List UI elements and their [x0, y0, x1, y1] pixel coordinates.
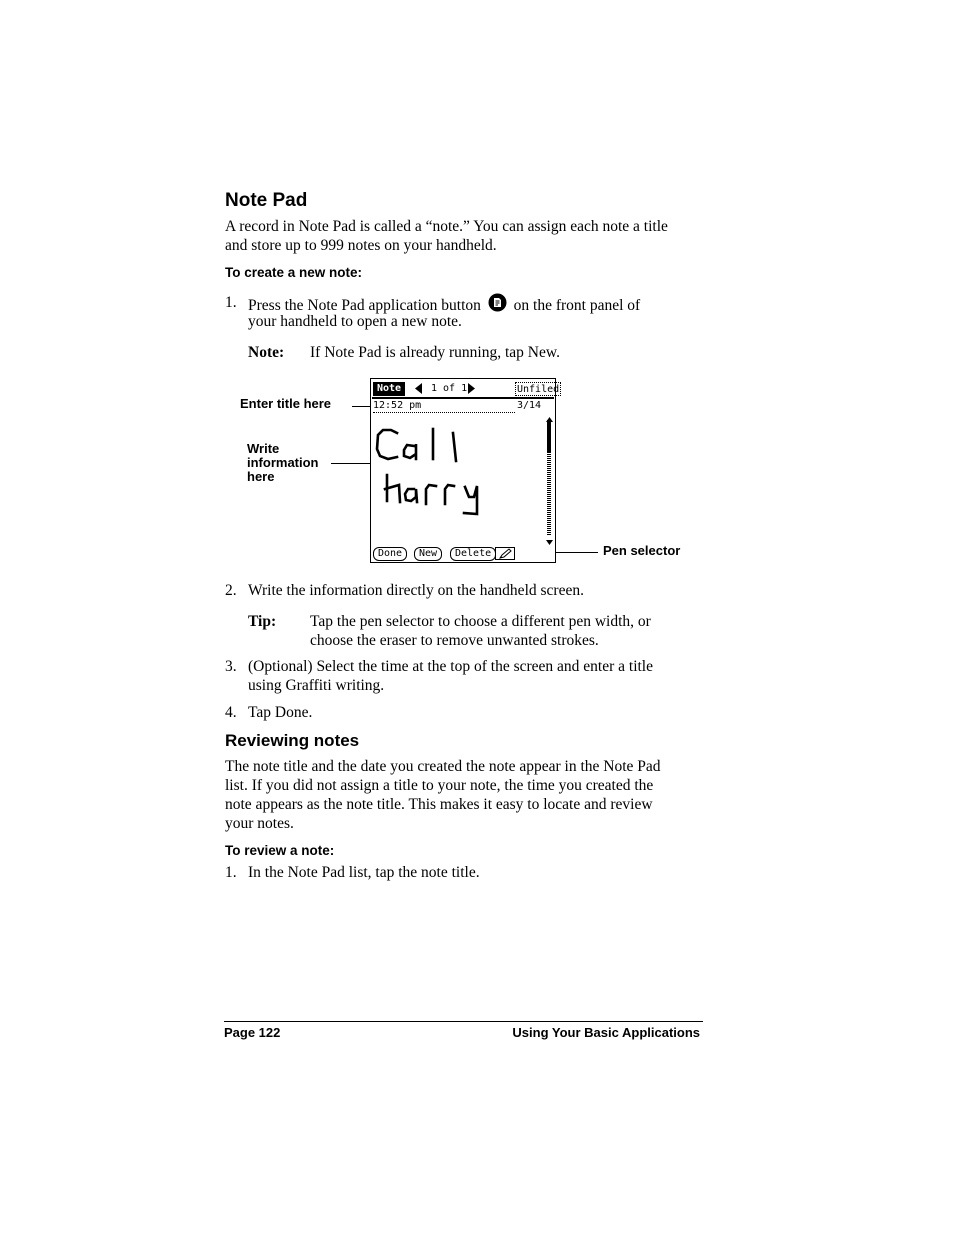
- category-picker[interactable]: Unfiled: [517, 384, 560, 395]
- note-pad-screen: [370, 378, 560, 563]
- procedure-heading: To review a note:: [225, 843, 335, 858]
- tip-label: [248, 612, 276, 631]
- section-heading: Note Pad: [225, 190, 308, 211]
- callout-enter-title: Enter title here: [240, 396, 332, 411]
- step-text: Write the information directly on the handheld screen.: [248, 582, 584, 599]
- tip-line: choose the eraser to remove unwanted strokes.: [310, 632, 599, 649]
- callout-write-info: [247, 442, 319, 484]
- footer-rule: [224, 1021, 703, 1022]
- page-indicator: 1 of 1: [431, 383, 468, 394]
- intro-paragraph: [225, 217, 668, 255]
- review-line: your notes.: [225, 815, 294, 832]
- writing-area[interactable]: [373, 419, 543, 543]
- done-button[interactable]: Done: [373, 547, 407, 561]
- pen-icon: [496, 551, 514, 562]
- tip-label-text: Tip:: [248, 613, 277, 630]
- callout-line: [331, 463, 371, 464]
- handwriting-call-harry: [373, 419, 543, 543]
- left-arrow-icon[interactable]: [415, 383, 423, 397]
- tip-text: [310, 612, 651, 650]
- note-tab[interactable]: Note: [373, 382, 405, 396]
- note-pad-button-icon: [488, 293, 507, 317]
- step-text: using Graffiti writing.: [248, 677, 385, 694]
- step-text: on the front panel of: [513, 297, 641, 314]
- pen-selector-button[interactable]: [495, 547, 515, 560]
- review-line: note appears as the note title. This makes it easy to locate and review: [225, 796, 653, 813]
- intro-line: and store up to 999 notes on your handheld.: [225, 237, 497, 254]
- callout-pen-selector: Pen selector: [603, 543, 681, 558]
- note-label-text: Note:: [248, 344, 285, 361]
- note-label: [248, 343, 284, 362]
- step-number: 1.: [225, 864, 237, 881]
- callout-line-text: here: [247, 469, 275, 484]
- step-number: 2.: [225, 582, 237, 599]
- title-rule: [372, 397, 554, 399]
- step-number: 4.: [225, 704, 237, 721]
- step-number: 3.: [225, 658, 237, 675]
- step-text: your handheld to open a new note.: [248, 313, 462, 330]
- review-paragraph: [225, 757, 661, 833]
- step-number: 1.: [225, 294, 237, 311]
- delete-button[interactable]: Delete: [450, 547, 496, 561]
- review-line: The note title and the date you created the note appear in the Note Pad: [225, 758, 661, 775]
- note-date: 3/14: [517, 400, 542, 411]
- note-text: If Note Pad is already running, tap New.: [310, 344, 560, 361]
- step-text: In the Note Pad list, tap the note title.: [248, 864, 480, 881]
- tip-line: Tap the pen selector to choose a different pen width, or: [310, 613, 651, 630]
- scroll-down-arrow-icon[interactable]: [546, 537, 553, 548]
- callout-line-text: information: [247, 455, 319, 470]
- intro-line: A record in Note Pad is called a “note.” You can assign each note a title: [225, 218, 668, 235]
- title-underline: [373, 412, 515, 413]
- step-text: Tap Done.: [248, 704, 313, 721]
- step-text: Press the Note Pad application button: [248, 297, 481, 314]
- step-text: (Optional) Select the time at the top of the screen and enter a title: [248, 658, 653, 675]
- new-button[interactable]: New: [414, 547, 442, 561]
- callout-line: [352, 406, 372, 407]
- note-time-title[interactable]: 12:52 pm: [373, 400, 422, 411]
- footer-page-number: Page 122: [224, 1025, 281, 1040]
- subsection-heading: Reviewing notes: [225, 731, 360, 750]
- procedure-heading: To create a new note:: [225, 265, 363, 280]
- scrollbar-thumb[interactable]: [547, 420, 551, 452]
- callout-line-text: Write: [247, 441, 280, 456]
- review-line: list. If you did not assign a title to your note, the time you created the: [225, 777, 654, 794]
- right-arrow-icon[interactable]: [467, 383, 475, 397]
- footer-chapter-title: Using Your Basic Applications: [512, 1025, 700, 1040]
